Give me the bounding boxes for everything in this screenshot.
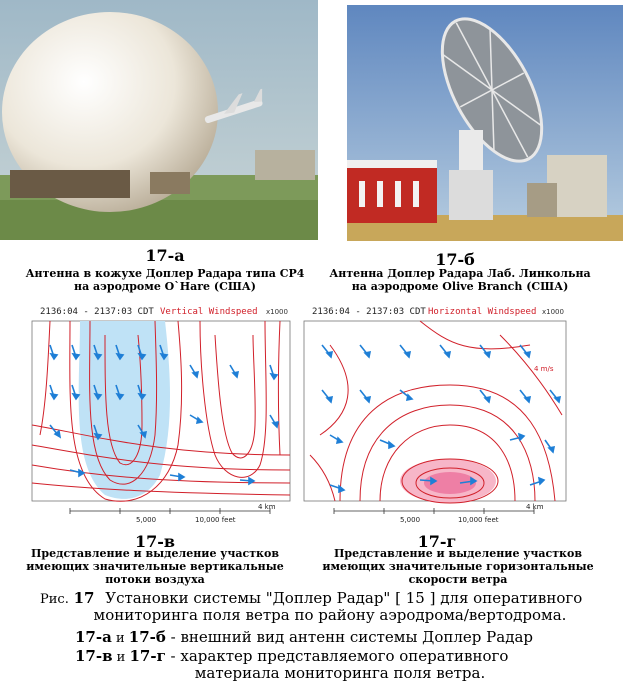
plot-g-x-km: 4 km bbox=[526, 503, 544, 511]
figure-text-line1: Установки системы "Доплер Радар" [ 15 ] для оперативного bbox=[105, 589, 583, 607]
plot-vertical-windspeed bbox=[10, 305, 295, 531]
plot-g-x-5000: 5,000 bbox=[400, 516, 421, 524]
plot-v-x-5000: 5,000 bbox=[136, 516, 157, 524]
figure-caption-line5: материала мониторинга поля ветра. bbox=[194, 664, 486, 682]
plot-g-caption-line1: Представление и выделение участков bbox=[334, 547, 582, 560]
plot-v-scale-label: x1000 bbox=[266, 308, 288, 316]
plot-g-time: 2136:04 - 2137:03 CDT bbox=[312, 307, 426, 317]
photo-b-caption-line2: на аэродроме Olive Branch (США) bbox=[351, 280, 569, 293]
plot-v-caption-line2: имеющих значительные вертикальные bbox=[26, 560, 284, 573]
plot-g-unit-label: 4 m/s bbox=[534, 365, 554, 373]
plot-horizontal-windspeed bbox=[300, 305, 592, 531]
photo-dish-olive-branch bbox=[347, 5, 623, 241]
plot-v-time: 2136:04 - 2137:03 CDT bbox=[40, 307, 154, 317]
photo-b-caption-line1: Антенна Доплер Радара Лаб. Линкольна bbox=[329, 267, 591, 280]
photo-radome-ohare bbox=[0, 0, 318, 240]
ref-17b: 17-б bbox=[128, 628, 166, 646]
plot-v-x-10000: 10,000 feet bbox=[195, 516, 236, 524]
plot-v-title: Vertical Windspeed bbox=[160, 307, 258, 317]
figure-prefix: Рис. bbox=[40, 592, 69, 607]
plot-v-x-km: 4 km bbox=[258, 503, 276, 511]
plot-g-caption-line2: имеющих значительные горизонтальные bbox=[322, 560, 594, 573]
plot-g-number: 17-г bbox=[417, 532, 457, 551]
photo-a-caption-line2: на аэродроме O`Hare (США) bbox=[74, 280, 256, 293]
ref-17g: 17-г bbox=[129, 647, 166, 665]
photo-b-number: 17-б bbox=[435, 250, 475, 269]
ref-and-2: и bbox=[112, 650, 130, 665]
ref-line3-text: - внешний вид антенн системы Доплер Радар bbox=[165, 628, 533, 646]
photo-a-caption bbox=[0, 267, 330, 293]
plot-v-caption bbox=[5, 547, 305, 586]
photo-a-caption-line1: Антенна в кожухе Доплер Радара типа CP4 bbox=[25, 267, 305, 280]
plot-g-x-10000: 10,000 feet bbox=[458, 516, 499, 524]
ref-17a: 17-а bbox=[75, 628, 112, 646]
ref-and-1: и bbox=[111, 631, 129, 646]
plot-v-number: 17-в bbox=[134, 532, 176, 551]
photo-b-caption bbox=[300, 267, 620, 293]
plot-v-caption-line1: Представление и выделение участков bbox=[31, 547, 279, 560]
ref-17v: 17-в bbox=[75, 647, 113, 665]
plot-g-title: Horizontal Windspeed bbox=[428, 307, 537, 317]
photo-a-number: 17-а bbox=[145, 246, 185, 265]
plot-g-caption bbox=[300, 547, 616, 586]
plot-v-caption-line3: потоки воздуха bbox=[105, 573, 205, 586]
ref-line4-text: - характер представляемого оперативного bbox=[165, 647, 509, 665]
figure-caption-line3 bbox=[75, 629, 615, 647]
plot-g-caption-line3: скорости ветра bbox=[408, 573, 508, 586]
plot-g-scale-label: x1000 bbox=[542, 308, 564, 316]
figure-number: 17 bbox=[73, 589, 95, 607]
figure-caption-line2: мониторинга поля ветра по району аэродрома/вертодрома. bbox=[93, 606, 567, 624]
